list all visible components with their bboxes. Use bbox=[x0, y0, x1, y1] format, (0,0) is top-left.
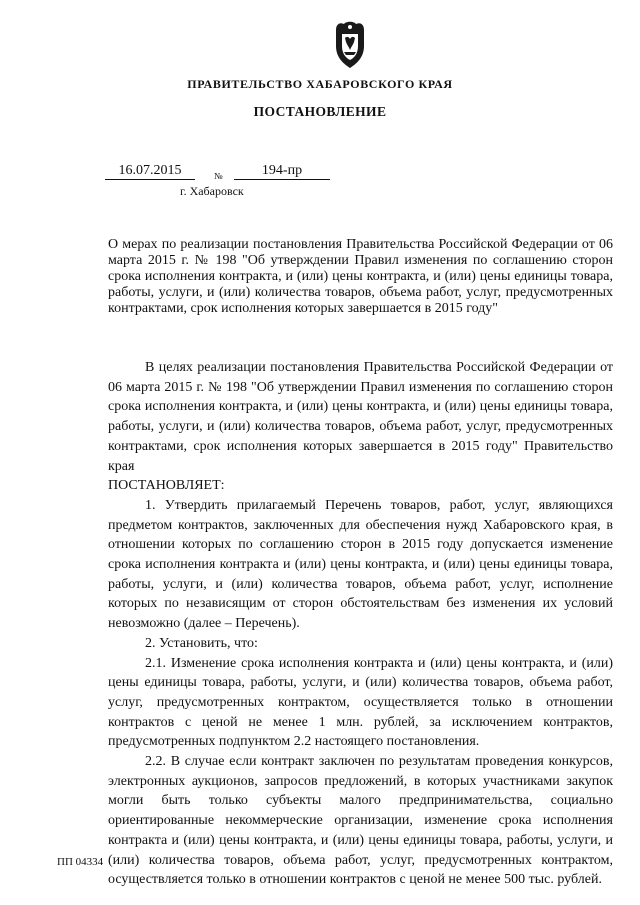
paragraph-item-2: 2. Установить, что: bbox=[145, 635, 258, 651]
document-body bbox=[108, 358, 613, 890]
resolves-heading: ПОСТАНОВЛЯЕТ: bbox=[108, 478, 225, 494]
organization-name: ПРАВИТЕЛЬСТВО ХАБАРОВСКОГО КРАЯ bbox=[187, 77, 453, 91]
city-name: г. Хабаровск bbox=[180, 184, 244, 198]
document-title: О мерах по реализации постановления Правительства Российской Федерации от 06 марта 2015 г. № 198 "Об утверждении Правил изменения по соглашению сторон срока исполнения контракта, и (или) цены контракта, и (или) цены единицы товара, работы, услуги, и (или) количества товаров, объема работ, услуг, предусмотренных контрактами, срок исполнения которых завершается в 2015 году" bbox=[108, 237, 613, 316]
paragraph-item-2-1: 2.1. Изменение срока исполнения контракта и (или) цены контракта, и (или) цены единицы товара, работы, услуги, и (или) количества товаров, объема работ, услуг, предусмотренных контрактом, осуществляется только в отношении контрактов с ценой не менее 1 млн. рублей, за исключением контрактов, предусмотренных подпунктом 2.2 настоящего постановления. bbox=[108, 655, 613, 750]
footer-code: ПП 04334 bbox=[57, 856, 104, 868]
paragraph-item-2-2: 2.2. В случае если контракт заключен по результатам проведения конкурсов, электронных аукционов, запросов предложений, в которых участниками закупок могли быть только субъекты малого предпринимательства, социально ориентированные некоммерческие организации, изменение срока исполнения контракта и (или) цены контракта, и (или) цены единицы товара, работы, услуги, и (или) количества товаров, объема работ, услуг, предусмотренных контрактом, осуществляется только в отношении контрактов с ценой не менее 500 тыс. рублей. bbox=[108, 754, 613, 888]
paragraph-item-1: 1. Утвердить прилагаемый Перечень товаров, работ, услуг, являющихся предметом контрактов, заключенных для обеспечения нужд Хабаровского края, в отношении которых по соглашению сторон в 2015 году допускается изменение срока исполнения контракта и (или) цены контракта, и (или) цены единицы товара, работы, услуги, и (или) количества товаров, объема работ, услуг, исполнение которых по независящим от сторон обстоятельствам без изменения их условий невозможно (далее – Перечень). bbox=[108, 497, 613, 632]
document-number: 194-пр bbox=[234, 163, 330, 180]
number-sign: № bbox=[214, 171, 223, 181]
intro-paragraph: В целях реализации постановления Правительства Российской Федерации от 06 марта 2015 г. № 198 "Об утверждении Правил изменения по соглашению сторон срока исполнения контракта, и (или) цены контракта, и (или) цены единицы товара, работы, услуги, и (или) количества товаров, объема работ, услуг, предусмотренных контрактами, срок исполнения которых завершается в 2015 году" Правительство края bbox=[108, 360, 613, 474]
document-type: ПОСТАНОВЛЕНИЕ bbox=[253, 104, 387, 119]
coat-of-arms-emblem-icon bbox=[330, 20, 370, 70]
document-date: 16.07.2015 bbox=[105, 163, 195, 180]
